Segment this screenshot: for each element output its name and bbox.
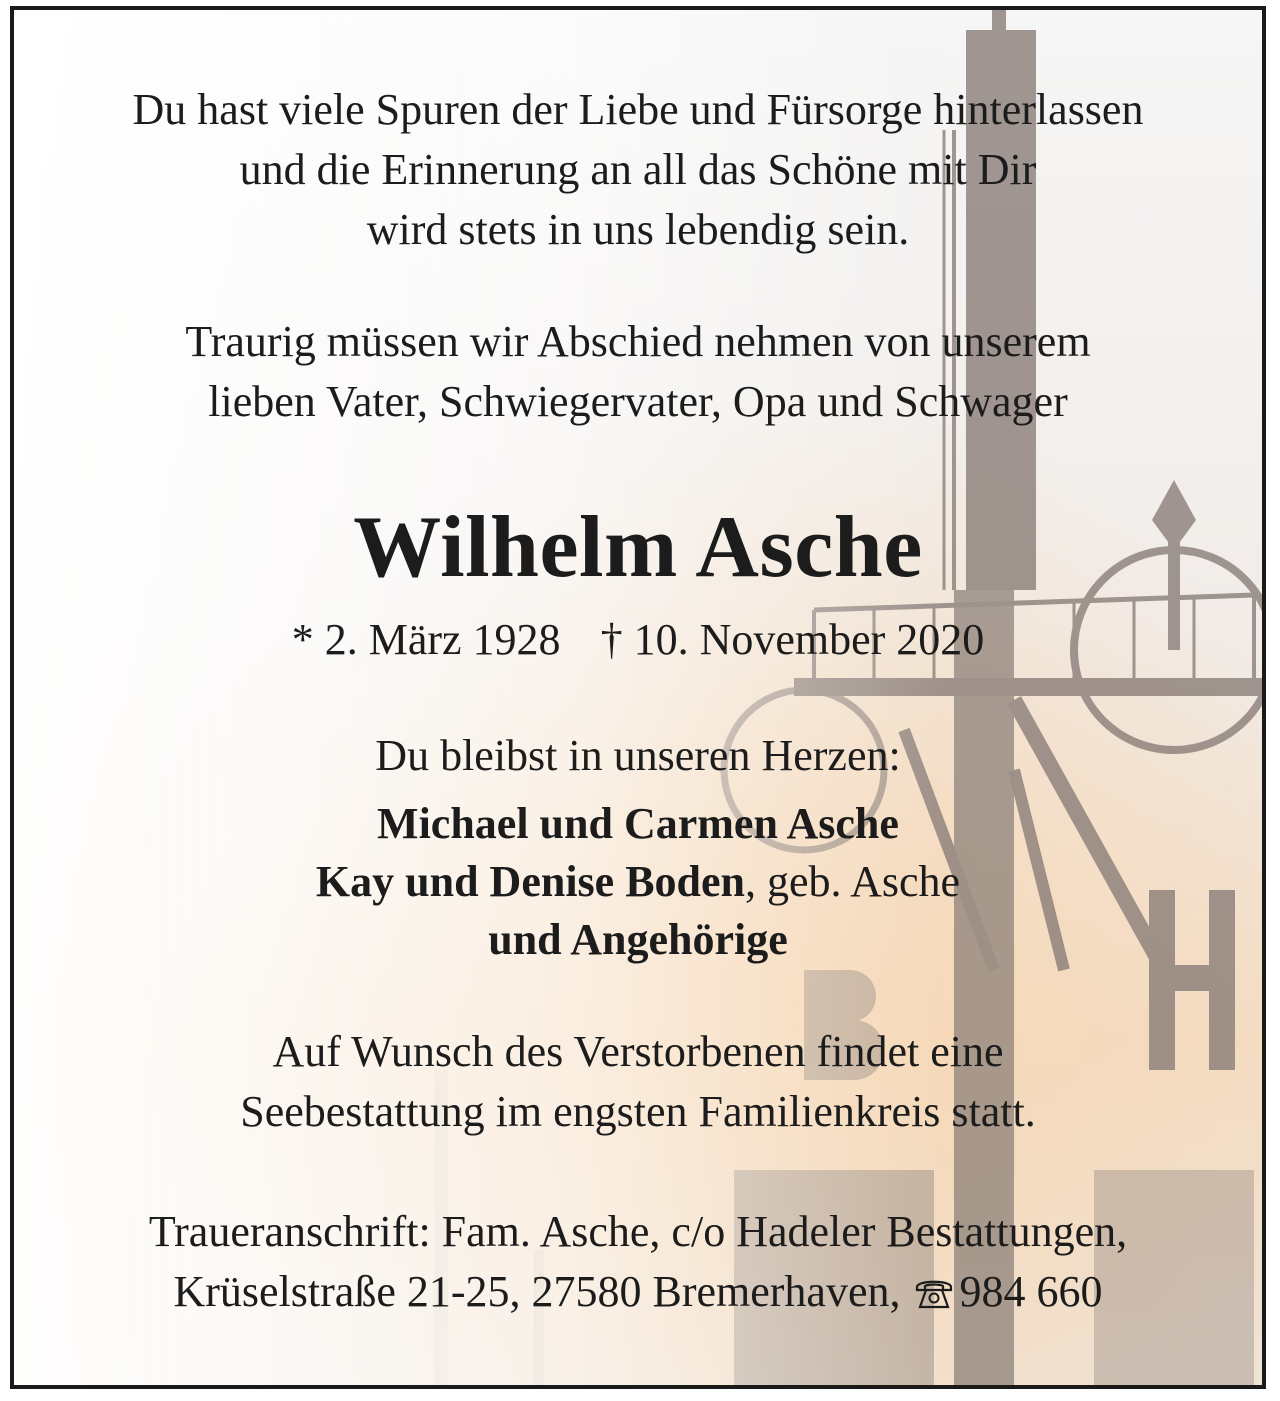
obituary-frame [10, 6, 1266, 1389]
verse-line-3: wird stets in uns lebendig sein. [366, 205, 910, 254]
death-date: † 10. November 2020 [600, 615, 985, 664]
mourner-family-2-names: Kay und Denise Boden [315, 857, 746, 906]
intro-line-1: Traurig müssen wir Abschied nehmen von unserem [185, 317, 1091, 366]
phone-number: 984 660 [959, 1267, 1103, 1316]
birth-date: * 2. März 1928 [291, 615, 561, 664]
mourner-relatives: und Angehörige [488, 915, 788, 964]
mourner-family-1: Michael und Carmen Asche [377, 799, 899, 848]
burial-notice-line-1: Auf Wunsch des Verstorbenen findet eine [272, 1027, 1004, 1076]
deceased-name: Wilhelm Asche [353, 499, 923, 596]
obituary-content [14, 10, 1262, 1385]
mourner-family-2-note: , geb. Asche [745, 857, 961, 906]
burial-notice-line-2: Seebestattung im engsten Familienkreis statt. [240, 1087, 1036, 1136]
telephone-icon [914, 1266, 954, 1326]
mourner-family-2 [14, 852, 1262, 912]
mourners-heading: Du bleibst in unseren Herzen: [375, 731, 901, 780]
address-line-1: Traueranschrift: Fam. Asche, c/o Hadeler Bestattungen, [148, 1207, 1128, 1256]
address-street: Krüselstraße 21-25, 27580 Bremerhaven, [173, 1267, 901, 1316]
verse-line-1: Du hast viele Spuren der Liebe und Fürsorge hinterlassen [132, 85, 1144, 134]
address-line-2 [14, 1262, 1262, 1326]
life-dates [14, 610, 1262, 670]
verse-line-2: und die Erinnerung an all das Schöne mit Dir [239, 145, 1037, 194]
intro-line-2: lieben Vater, Schwiegervater, Opa und Schwager [208, 377, 1068, 426]
